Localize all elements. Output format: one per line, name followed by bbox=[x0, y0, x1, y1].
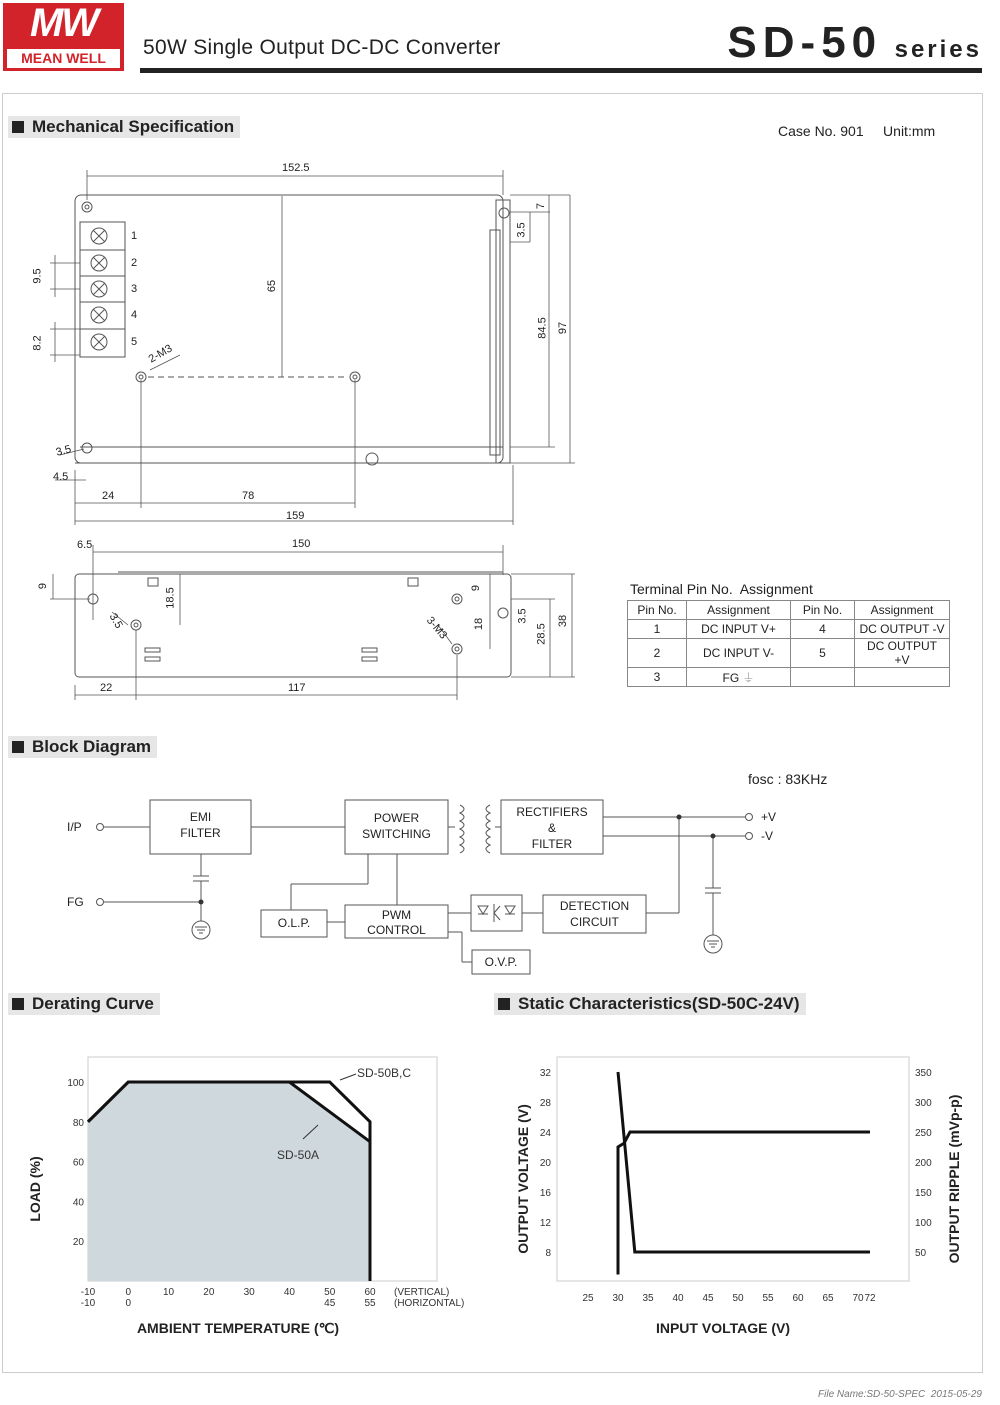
x-tick-label-vertical: 20 bbox=[203, 1287, 215, 1298]
ip-label: I/P bbox=[67, 820, 82, 834]
x-tick-label: 70 bbox=[852, 1293, 864, 1304]
y-tick-label: 8 bbox=[545, 1248, 551, 1259]
top-view-outline bbox=[75, 195, 503, 463]
x-tick-label-horizontal: 45 bbox=[324, 1298, 336, 1309]
emi-label bbox=[150, 809, 251, 841]
terminal-pin-label: 5 bbox=[131, 336, 138, 348]
x-tick-label: 60 bbox=[792, 1293, 804, 1304]
y2-tick-label: 300 bbox=[915, 1098, 932, 1109]
x-tick-label: 65 bbox=[822, 1293, 834, 1304]
detection-label bbox=[543, 898, 646, 930]
page-subtitle: 50W Single Output DC-DC Converter bbox=[143, 36, 501, 59]
x-tick-label-vertical: 50 bbox=[324, 1287, 336, 1298]
table-header: Pin No. bbox=[791, 601, 855, 620]
x-tick-label: 45 bbox=[702, 1293, 714, 1304]
plot-frame bbox=[557, 1057, 909, 1281]
detection-line-2: CIRCUIT bbox=[570, 915, 619, 929]
terminal-pin-label: 3 bbox=[131, 283, 138, 295]
dim-label: 28.5 bbox=[535, 623, 548, 645]
vertical-axis-note: (VERTICAL) bbox=[394, 1287, 450, 1298]
y-tick-label: 28 bbox=[539, 1098, 551, 1109]
dim-label: 9 bbox=[37, 582, 50, 590]
static-series-line-1 bbox=[618, 1072, 870, 1252]
y-tick-label: 12 bbox=[539, 1218, 551, 1229]
y2-tick-label: 200 bbox=[915, 1158, 932, 1169]
dim-label: 8.2 bbox=[31, 335, 44, 351]
y-tick-label: 60 bbox=[72, 1157, 84, 1169]
x-tick-label: 40 bbox=[672, 1293, 684, 1304]
rect-line-2: & bbox=[547, 821, 556, 835]
dim-label: 7 bbox=[535, 202, 548, 210]
table-row bbox=[628, 639, 950, 668]
dim-label: 4.5 bbox=[53, 471, 69, 483]
y-tick-label: 32 bbox=[539, 1068, 551, 1079]
dim-label: 84.5 bbox=[536, 317, 549, 339]
dim-label: 24 bbox=[102, 490, 115, 502]
terminal-pin-label: 2 bbox=[131, 257, 138, 269]
y-tick-label: 80 bbox=[72, 1117, 84, 1129]
static-chart bbox=[490, 1040, 980, 1350]
x-axis-label: AMBIENT TEMPERATURE (℃) bbox=[136, 1320, 340, 1336]
side-view-outline bbox=[75, 574, 511, 677]
fg-label: FG bbox=[722, 670, 740, 685]
static-title-text: Static Characteristics(SD-50C-24V) bbox=[518, 994, 800, 1013]
screw-label: 3-M3 bbox=[423, 614, 450, 642]
table-cell bbox=[687, 668, 791, 687]
dim-label: 18 bbox=[473, 617, 486, 631]
table-row bbox=[628, 620, 950, 639]
pwm-line-1: PWM bbox=[381, 908, 412, 922]
dim-label: 3.5 bbox=[54, 443, 73, 459]
x-tick-label-vertical: 10 bbox=[163, 1287, 175, 1298]
fg-label: FG bbox=[67, 895, 84, 909]
y2-tick-label: 350 bbox=[915, 1068, 932, 1079]
x-tick-label-horizontal: 0 bbox=[125, 1298, 132, 1309]
series-label-leader bbox=[340, 1074, 356, 1080]
dim-label: 117 bbox=[288, 682, 306, 694]
dim-label: 18.5 bbox=[164, 587, 177, 609]
ground-icon: ⏚ bbox=[742, 670, 755, 685]
table-header: Assignment bbox=[687, 601, 791, 620]
vminus-label: -V bbox=[761, 829, 773, 843]
x-tick-label-horizontal: -10 bbox=[80, 1298, 96, 1309]
table-cell: DC OUTPUT +V bbox=[855, 639, 950, 668]
dim-label: 65 bbox=[266, 279, 279, 293]
detection-line-1: DETECTION bbox=[559, 899, 630, 913]
case-info: Case No. 901 Unit:mm bbox=[778, 123, 936, 139]
power-label bbox=[345, 810, 448, 842]
logo-text: MEAN WELL bbox=[7, 49, 120, 68]
table-cell: 4 bbox=[791, 620, 855, 639]
model-series: series bbox=[894, 36, 982, 63]
terminal-pin-label: 4 bbox=[131, 309, 138, 321]
x-tick-label: 25 bbox=[582, 1293, 594, 1304]
header-rule bbox=[140, 68, 982, 73]
rect-line-3: FILTER bbox=[531, 837, 573, 851]
x-tick-label: 55 bbox=[762, 1293, 774, 1304]
y-tick-label: 24 bbox=[539, 1128, 551, 1139]
pwm-label bbox=[345, 908, 448, 938]
x-tick-label-vertical: 60 bbox=[364, 1287, 376, 1298]
dim-label: 6.5 bbox=[77, 539, 93, 551]
horizontal-axis-note: (HORIZONTAL) bbox=[394, 1298, 465, 1309]
vplus-label: +V bbox=[761, 810, 777, 824]
dim-label: 9.5 bbox=[31, 268, 44, 284]
table-cell: 1 bbox=[628, 620, 687, 639]
power-line-1: POWER bbox=[373, 811, 420, 825]
x-tick-label-vertical: 30 bbox=[243, 1287, 255, 1298]
derating-chart bbox=[0, 1040, 480, 1350]
mechanical-title-text: Mechanical Specification bbox=[32, 117, 235, 136]
brand-logo bbox=[3, 3, 124, 71]
y2-tick-label: 100 bbox=[915, 1218, 932, 1229]
series-label-sd50bc: SD-50B,C bbox=[357, 1066, 412, 1080]
x-tick-label-horizontal: 55 bbox=[364, 1298, 376, 1309]
power-line-2: SWITCHING bbox=[362, 827, 431, 841]
y-axis-label: OUTPUT VOLTAGE (V) bbox=[515, 1104, 531, 1254]
dim-label: 9 bbox=[470, 584, 483, 592]
table-cell: DC INPUT V+ bbox=[687, 620, 791, 639]
derating-section-title bbox=[8, 993, 160, 1015]
dim-label: 150 bbox=[292, 538, 311, 550]
table-cell bbox=[855, 668, 950, 687]
rect-line-1: RECTIFIERS bbox=[516, 805, 588, 819]
table-cell: 3 bbox=[628, 668, 687, 687]
x-tick-label-vertical: 40 bbox=[283, 1287, 295, 1298]
dim-label: 78 bbox=[242, 490, 255, 502]
footer-filename: File Name:SD-50-SPEC 2015-05-29 bbox=[818, 1389, 982, 1400]
emi-line-1: EMI bbox=[189, 810, 212, 824]
dim-label: 38 bbox=[557, 614, 570, 628]
table-cell: DC INPUT V- bbox=[687, 639, 791, 668]
table-cell bbox=[791, 668, 855, 687]
optocoupler-box bbox=[471, 895, 522, 931]
ovp-label: O.V.P. bbox=[484, 955, 518, 969]
y-tick-label: 20 bbox=[539, 1158, 551, 1169]
emi-line-2: FILTER bbox=[180, 826, 221, 840]
y-tick-label: 40 bbox=[72, 1197, 84, 1209]
block-diagram-section-title bbox=[8, 736, 157, 758]
model-number: SD-50 bbox=[727, 18, 883, 67]
series-label-sd50a: SD-50A bbox=[277, 1148, 320, 1162]
derating-title-text: Derating Curve bbox=[32, 994, 154, 1013]
x-axis-label: INPUT VOLTAGE (V) bbox=[655, 1320, 791, 1336]
dim-label: 159 bbox=[286, 510, 305, 522]
terminal-table bbox=[627, 600, 950, 687]
dim-label: 152.5 bbox=[282, 162, 310, 174]
x-tick-label: 35 bbox=[642, 1293, 654, 1304]
table-cell: 2 bbox=[628, 639, 687, 668]
y2-tick-label: 150 bbox=[915, 1188, 932, 1199]
x-tick-label: 72 bbox=[864, 1293, 876, 1304]
y-tick-label: 20 bbox=[72, 1237, 84, 1249]
fosc-label: fosc : 83KHz bbox=[748, 771, 828, 787]
y2-axis-label: OUTPUT RIPPLE (mVp-p) bbox=[946, 1094, 962, 1264]
x-tick-label: 30 bbox=[612, 1293, 624, 1304]
table-header-row bbox=[628, 601, 950, 620]
x-tick-label-vertical: 0 bbox=[125, 1287, 132, 1298]
table-header: Assignment bbox=[855, 601, 950, 620]
model-title bbox=[727, 18, 982, 68]
table-row bbox=[628, 668, 950, 687]
y-tick-label: 100 bbox=[67, 1078, 84, 1089]
logo-mark: MW bbox=[29, 1, 98, 45]
x-tick-label: 50 bbox=[732, 1293, 744, 1304]
pwm-line-2: CONTROL bbox=[367, 923, 426, 937]
table-cell: DC OUTPUT -V bbox=[855, 620, 950, 639]
terminal-pin-label: 1 bbox=[131, 230, 138, 242]
y2-tick-label: 50 bbox=[915, 1248, 927, 1259]
dim-label: 97 bbox=[557, 321, 570, 335]
dim-label: 3.5 bbox=[106, 611, 125, 631]
dim-label: 3.5 bbox=[516, 608, 529, 624]
y-axis-label: LOAD (%) bbox=[27, 1156, 43, 1222]
terminal-table-title: Terminal Pin No. Assignment bbox=[630, 581, 813, 597]
block-diagram-title-text: Block Diagram bbox=[32, 737, 152, 756]
table-cell: 5 bbox=[791, 639, 855, 668]
x-tick-label-vertical: -10 bbox=[80, 1287, 96, 1298]
rect-label bbox=[501, 804, 603, 852]
dim-label: 22 bbox=[100, 682, 113, 694]
mechanical-section-title bbox=[8, 116, 240, 138]
terminal-block bbox=[80, 222, 125, 357]
y-tick-label: 16 bbox=[539, 1188, 551, 1199]
olp-label: O.L.P. bbox=[277, 916, 311, 930]
static-section-title bbox=[494, 993, 806, 1015]
dim-label: 3.5 bbox=[515, 222, 528, 238]
screw-label: 2-M3 bbox=[146, 342, 175, 366]
y2-tick-label: 250 bbox=[915, 1128, 932, 1139]
table-header: Pin No. bbox=[628, 601, 687, 620]
